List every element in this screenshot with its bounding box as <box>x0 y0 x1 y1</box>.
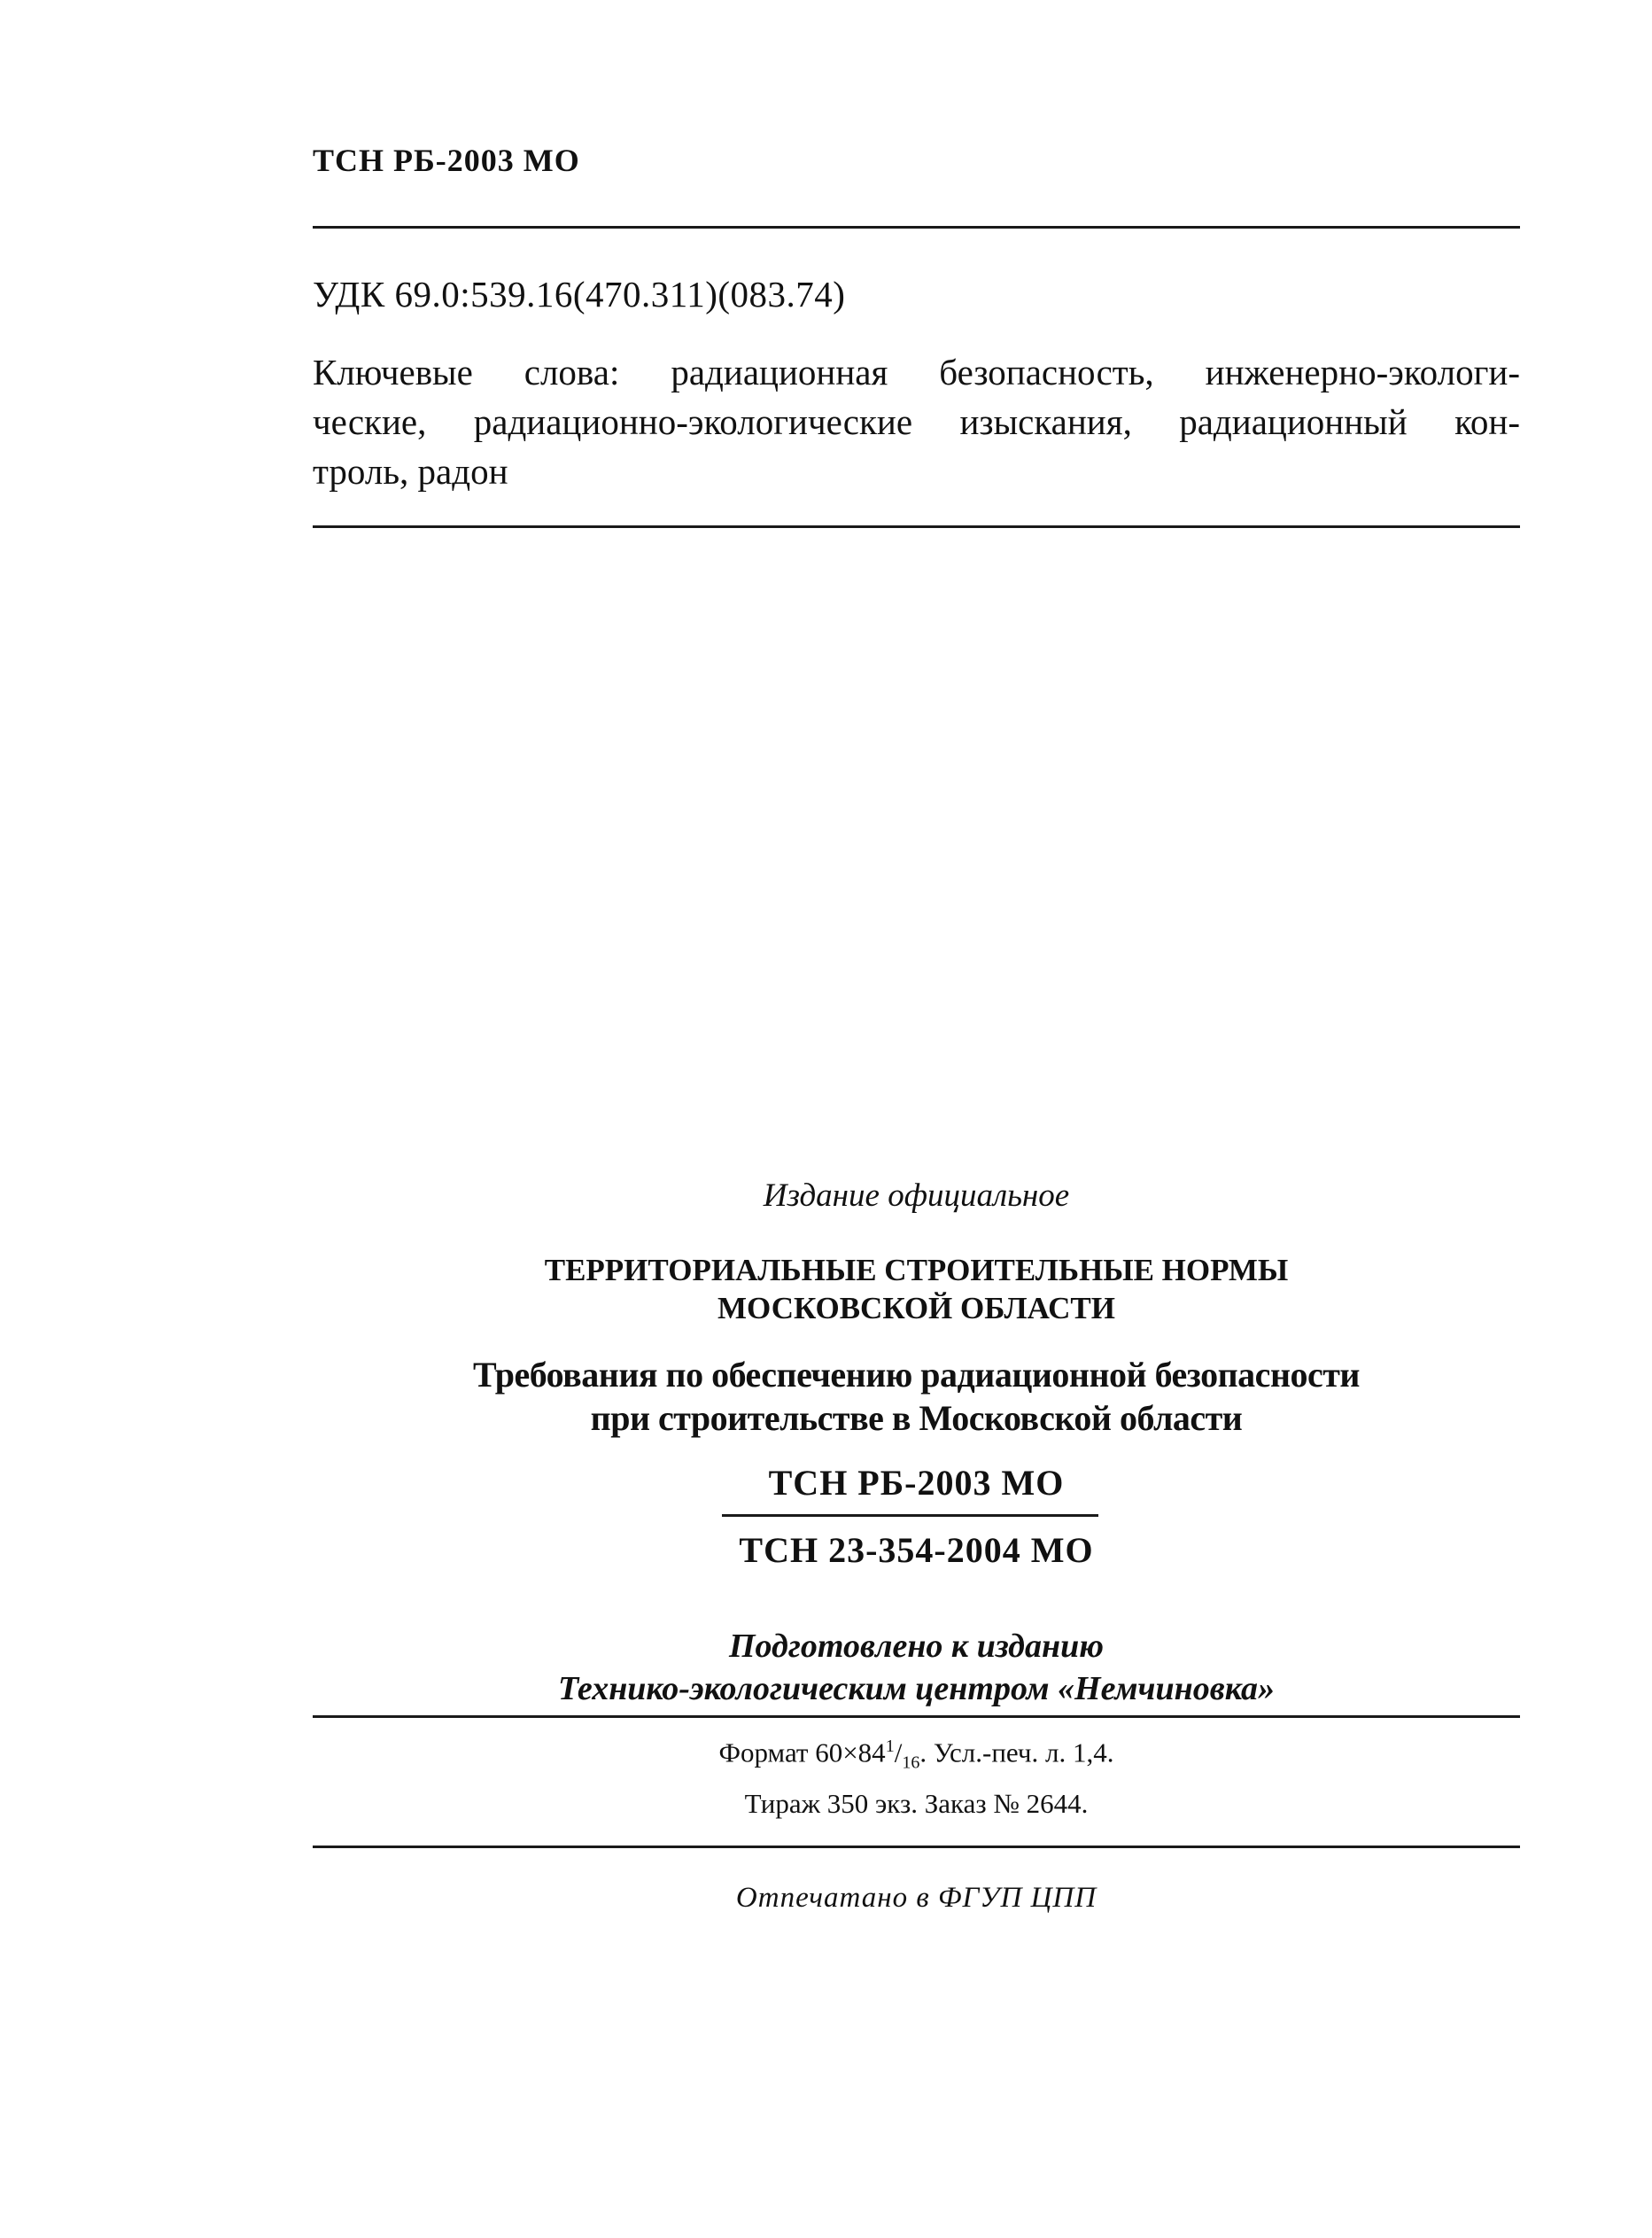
circulation-info: Тираж 350 экз. Заказ № 2644. <box>744 1788 1089 1819</box>
imprint-divider-bottom <box>313 1846 1520 1848</box>
prepared-by-line: Технико-экологическим центром «Немчиновка» <box>557 1670 1276 1707</box>
header-document-code: ТСН РБ-2003 МО <box>313 143 580 178</box>
udk-code: УДК 69.0:539.16(470.311)(083.74) <box>313 274 846 315</box>
printed-by: Отпечатано в ФГУП ЦПП <box>735 1882 1097 1914</box>
keywords-divider <box>313 525 1520 528</box>
document-title-line: при строительстве в Московской области <box>590 1398 1243 1438</box>
document-code-secondary: ТСН 23-354-2004 МО <box>739 1530 1094 1570</box>
format-prefix: Формат 60×84 <box>718 1737 886 1768</box>
format-sup: 1 <box>885 1737 895 1756</box>
keywords-line: ческие, радиационно-экологические изыскания, радиационный кон- <box>313 401 1520 442</box>
print-format <box>313 1737 1520 1774</box>
header-divider <box>313 226 1520 229</box>
format-suffix: . Усл.-печ. л. 1,4. <box>919 1737 1114 1768</box>
document-title-line: Требования по обеспечению радиационной безопасности <box>473 1355 1360 1395</box>
prepared-by <box>313 1625 1520 1710</box>
document-title <box>313 1353 1520 1440</box>
norms-title <box>313 1251 1520 1327</box>
format-sub: 16 <box>902 1752 920 1773</box>
keywords-line: троль, радон <box>313 451 508 492</box>
format-slash: / <box>894 1737 903 1768</box>
norms-title-line: МОСКОВСКОЙ ОБЛАСТИ <box>717 1291 1115 1325</box>
code-divider <box>722 1514 1098 1517</box>
edition-label: Издание официальное <box>763 1177 1070 1214</box>
norms-title-line: ТЕРРИТОРИАЛЬНЫЕ СТРОИТЕЛЬНЫЕ НОРМЫ <box>544 1253 1289 1287</box>
imprint-divider-top <box>313 1715 1520 1718</box>
prepared-by-line: Подготовлено к изданию <box>729 1628 1104 1665</box>
keywords-paragraph <box>313 347 1520 496</box>
keywords-line: Ключевые слова: радиационная безопасность, инженерно-экологи- <box>313 352 1520 392</box>
document-code-primary: ТСН РБ-2003 МО <box>768 1463 1065 1503</box>
